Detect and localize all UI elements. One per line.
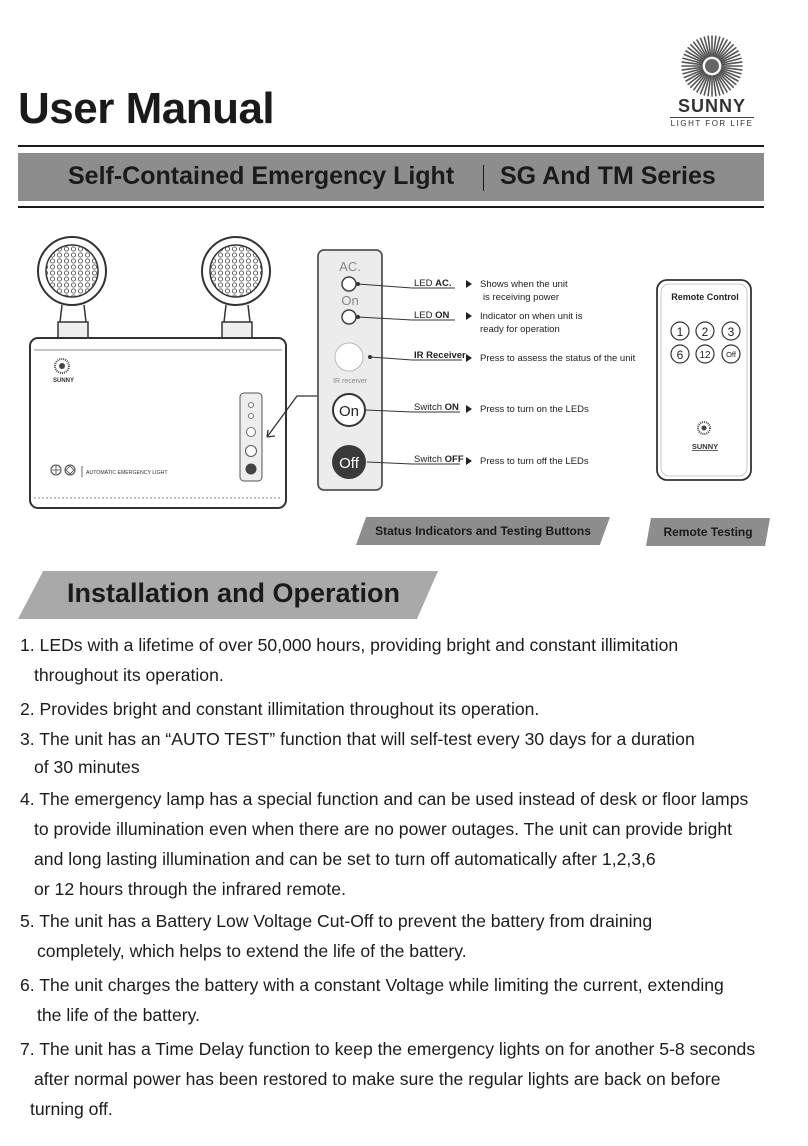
remote-button-12[interactable] — [696, 345, 714, 363]
led-ac-indicator — [342, 277, 356, 291]
remote-title: Remote Control — [671, 292, 739, 302]
header-rule-bottom — [18, 206, 764, 208]
remote-button-1[interactable] — [671, 322, 689, 340]
callout-led-on-name-bold: ON — [435, 310, 450, 321]
list-item-line: after normal power has been restored to make sure the regular lights are back on before — [34, 1069, 721, 1089]
callout-ir-receiver — [368, 350, 636, 364]
switch-off-label: Off — [339, 455, 359, 472]
triangle-right-icon — [466, 457, 472, 465]
section-heading — [18, 571, 438, 619]
triangle-right-icon — [466, 312, 472, 320]
unit-label: AUTOMATIC EMERGENCY LIGHT — [86, 470, 168, 476]
header-rule-top — [18, 145, 764, 147]
emergency-light-unit — [30, 237, 286, 508]
list-item-line: or 12 hours through the infrared remote. — [34, 879, 346, 899]
list-item-line: 2. Provides bright and constant illimitation throughout its operation. — [20, 699, 540, 719]
tag-remote-testing — [646, 518, 770, 546]
callout-switch-on-name: Switch — [414, 402, 442, 413]
remote-brand: SUNNY — [691, 442, 719, 451]
remote-control — [657, 280, 751, 480]
remote-button-3[interactable] — [722, 322, 740, 340]
remote-button-2[interactable] — [696, 322, 714, 340]
list-item — [20, 724, 806, 782]
list-item — [20, 1034, 806, 1124]
tag-status-indicators-label: Status Indicators and Testing Buttons — [375, 524, 591, 538]
callout-switch-on — [366, 402, 589, 415]
panel-ir-label: IR receiver — [333, 378, 367, 385]
remote-button-6-label: 6 — [676, 348, 684, 362]
remote-button-12-label: 12 — [699, 350, 711, 361]
page-title: User Manual — [18, 84, 275, 133]
product-diagram — [0, 230, 808, 560]
svg-text:Switch ON — [414, 402, 459, 413]
remote-button-6[interactable] — [671, 345, 689, 363]
unit-brand: SUNNY — [53, 378, 75, 384]
subtitle-product: Self-Contained Emergency Light — [68, 162, 455, 190]
brand-logo — [664, 34, 760, 128]
callout-led-on-name: LED — [414, 310, 433, 321]
triangle-right-icon — [466, 405, 472, 413]
panel-ac-label: AC. — [339, 259, 361, 274]
remote-button-2-label: 2 — [701, 325, 709, 339]
tag-status-indicators — [356, 517, 610, 545]
list-item-line: throughout its operation. — [34, 665, 224, 685]
list-item-line: 4. The emergency lamp has a special function and can be used instead of desk or floor lamps — [20, 789, 749, 809]
switch-on-label: On — [338, 403, 360, 420]
control-panel — [318, 250, 382, 490]
ir-receiver — [335, 343, 363, 371]
callout-led-on-desc-1: Indicator on when unit is — [480, 311, 583, 322]
callout-led-ac-name-bold: AC. — [435, 278, 452, 289]
list-item-line: 5. The unit has a Battery Low Voltage Cut-Off to prevent the battery from draining — [20, 911, 653, 931]
callout-switch-off-name-bold: OFF — [444, 454, 464, 465]
list-item-line: the life of the battery. — [37, 1005, 200, 1025]
subtitle-bar — [18, 153, 764, 201]
remote-button-1-label: 1 — [676, 325, 684, 339]
callout-ir-name: IR Receiver — [414, 350, 466, 361]
sun-logo-icon — [680, 34, 744, 98]
list-item-line: 1. LEDs with a lifetime of over 50,000 hours, providing bright and constant illimitation — [20, 635, 679, 655]
list-item-line: of 30 minutes — [34, 757, 140, 777]
callout-switch-on-name-bold: ON — [444, 402, 459, 413]
list-item — [20, 906, 806, 966]
remote-button-3-label: 3 — [727, 325, 735, 339]
subtitle-separator — [483, 165, 484, 191]
subtitle-series: SG And TM Series — [500, 162, 716, 190]
panel-on-label: On — [341, 293, 359, 308]
lamp-head-left — [38, 237, 106, 338]
callout-led-on — [356, 310, 583, 335]
list-item-line: 3. The unit has an “AUTO TEST” function that will self-test every 30 days for a duration — [20, 729, 695, 749]
remote-button-off[interactable] — [722, 345, 740, 363]
callout-switch-off — [367, 454, 589, 467]
callout-switch-off-name: Switch — [414, 454, 442, 465]
triangle-right-icon — [466, 280, 472, 288]
callout-led-ac-desc-2: is receiving power — [483, 292, 560, 303]
brand-name: SUNNY — [677, 96, 746, 116]
svg-text:LED ON — [414, 310, 450, 321]
section-heading-text: Installation and Operation — [67, 578, 401, 608]
list-item-line: completely, which helps to extend the life of the battery. — [37, 941, 467, 961]
led-on-indicator — [342, 310, 356, 324]
lamp-head-right — [202, 237, 270, 338]
brand-tagline: LIGHT FOR LIFE — [670, 119, 754, 128]
callout-led-ac — [356, 278, 568, 303]
svg-text:Switch OFF — [414, 454, 464, 465]
mini-control-panel — [240, 393, 262, 481]
callout-ir-desc: Press to assess the status of the unit — [480, 353, 636, 364]
list-item-line: 7. The unit has a Time Delay function to keep the emergency lights on for another 5-8 seconds — [20, 1039, 756, 1059]
callout-switch-off-desc: Press to turn off the LEDs — [480, 456, 589, 467]
triangle-right-icon — [466, 354, 472, 362]
list-item-line: turning off. — [30, 1099, 113, 1119]
list-item — [20, 630, 806, 690]
svg-text:LED AC. — [414, 278, 452, 289]
list-item — [20, 970, 806, 1030]
list-item — [20, 694, 806, 724]
list-item-line: and long lasting illumination and can be set to turn off automatically after 1,2,3,6 — [34, 849, 656, 869]
tag-remote-testing-label: Remote Testing — [663, 525, 753, 539]
callout-led-on-desc-2: ready for operation — [480, 324, 560, 335]
list-item-line: 6. The unit charges the battery with a constant Voltage while limiting the current, extending — [20, 975, 724, 995]
callout-led-ac-name: LED — [414, 278, 433, 289]
list-item — [20, 784, 806, 904]
callout-led-ac-desc-1: Shows when the unit — [480, 279, 568, 290]
list-item-line: to provide illumination even when there are no power outages. The unit can provide bright — [34, 819, 732, 839]
callout-switch-on-desc: Press to turn on the LEDs — [480, 404, 589, 415]
remote-button-off-label: Off — [726, 350, 736, 359]
